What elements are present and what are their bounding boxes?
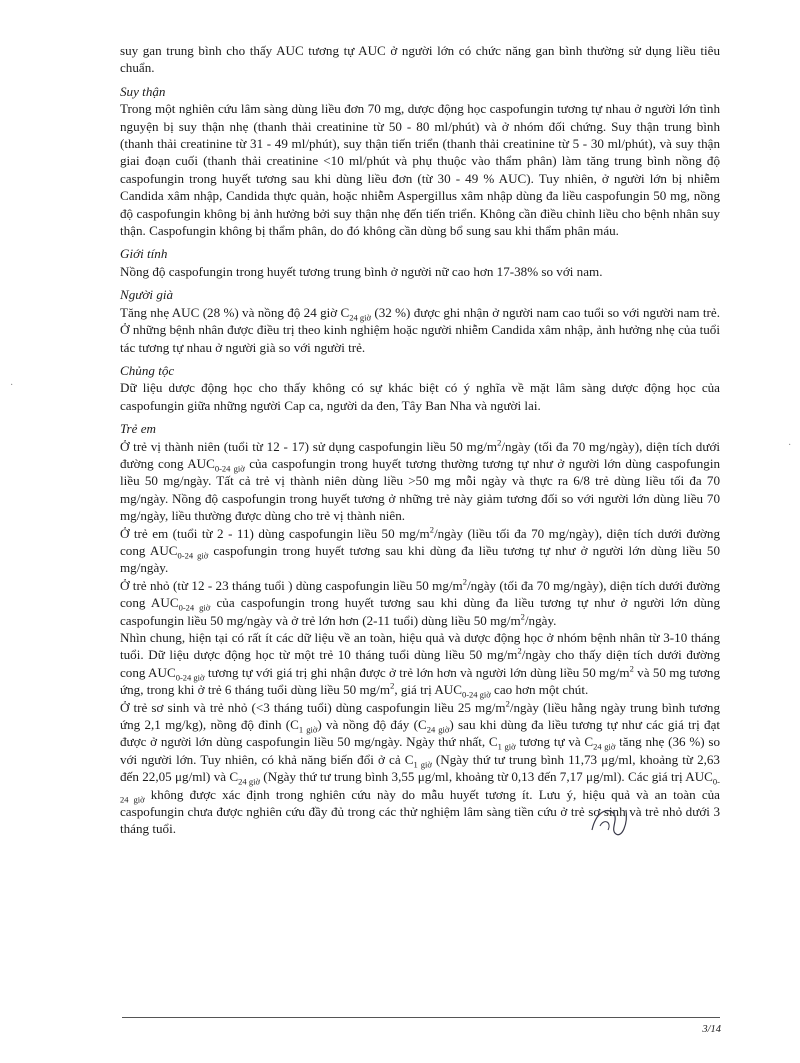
scan-speck: · xyxy=(788,440,792,451)
page-number: 3/14 xyxy=(702,1024,721,1035)
section-heading-renal: Suy thận xyxy=(120,83,166,99)
section-heading-elderly: Người già xyxy=(120,287,174,303)
scan-speck: · xyxy=(10,380,14,391)
footer-rule xyxy=(122,1017,720,1018)
pediatric-children-paragraph: Ở trẻ em (tuổi từ 2 - 11) dùng caspofungin liều 50 $mg/m^2$/ngày (liều tối đa 70 mg/ngày), diện tích dưới đường cong $AUC_{0-24 giờ}$ caspofungin trong huyết tương sau khi dùng đa liều tương tự như ở người lớn dùng liều 50 mg/ngày. xyxy=(120,524,721,576)
pediatric-toddler-paragraph: Ở trẻ nhỏ (từ 12 - 23 tháng tuổi ) dùng caspofungin liều 50 $mg/m^2$/ngày (tối đa 70 mg/ngày), diện tích dưới đường cong $AUC_{0-24 giờ}$ của caspofungin trong huyết tương sau khi dùng đa liều tương tự như ở người lớn dùng caspofungin liều 50 mg/ngày và ở trẻ lớn hơn (2-11 tuổi) dùng liều 50 $mg/m^2$/ngày. xyxy=(120,576,720,628)
renal-paragraph: Trong một nghiên cứu lâm sàng dùng liều đơn 70 mg, dược động học caspofungin tương tự nhau ở người lớn tình nguyện bị suy thận nhẹ (thanh thải creatinine từ 50 - 80 ml/phút) và ở nhóm đối chứng. Suy thận trung bình (thanh thải creatinine từ 31 - 49 ml/phút), suy thận tiến triển (thanh thải creatinine từ 5 - 30 ml/phút), và suy thận giai đoạn cuối (thanh thải creatinine <10 ml/phút và phụ thuộc vào thẩm phân) làm tăng trung bình nồng độ caspofungin trong huyết tương sau khi dùng liều đơn (từ 30 - 49 % AUC). Tuy nhiên, ở người lớn bị nhiễm Candida xâm nhập, Candida thực quản, hoặc nhiễm Aspergillus xâm nhập dùng đa liều caspofungin 50 mg, nồng độ caspofungin không bị ảnh hưởng bởi suy thận nhẹ đến tiến triển. Không cần điều chỉnh liều cho bệnh nhân suy thận. Caspofungin không bị thẩm phân, do đó không cần dùng bổ sung sau khi thẩm phân máu. xyxy=(120,101,720,239)
pediatric-neonate-paragraph: Ở trẻ sơ sinh và trẻ nhỏ (<3 tháng tuổi) dùng caspofungin liều 25 $mg/m^2$/ngày (liều hằng ngày trung bình tương ứng 2,1 mg/kg), nồng độ đỉnh $(C_{1 giờ})$ và nồng độ đáy $(C_{24 giờ})$ sau khi dùng đa liều tương tự như các giá trị đạt được ở người lớn dùng caspofungin liều 50 mg/ngày. Ngày thứ nhất, $C_{1 giờ}$ tương tự và $C_{24 giờ}$ tăng nhẹ (36 %) so với người lớn. Tuy nhiên, có khả năng biến đổi ở cả $C_{1 giờ}$ (Ngày thứ tư trung bình 11,73 μg/ml, khoảng từ 2,63 đến 22,05 μg/ml) và $C_{24 giờ}$ (Ngày thứ tư trung bình 3,55 μg/ml, khoảng từ 0,13 đến 7,17 μg/ml). Các giá trị $AUC_{0-24 giờ}$ không được xác định trong nghiên cứu này do mẫu huyết tương ít. Lưu ý, hiệu quả và an toàn của caspofungin chưa được nghiên cứu đầy đủ trong các thử nghiệm lâm sàng tiền cứu ở trẻ sơ sinh và trẻ nhỏ dưới 3 tháng tuổi. xyxy=(120,698,721,837)
elderly-paragraph: Tăng nhẹ AUC (28 %) và nồng độ 24 giờ $C_{24 giờ}$ (32 %) được ghi nhận ở người nam cao tuổi so với người nam trẻ. Ở những bệnh nhân được điều trị theo kinh nghiệm hoặc người nhiễm Candida xâm nhập, ảnh hưởng nhẹ của tuổi tác tương tự nhau ở người già so với người trẻ. xyxy=(120,304,720,355)
section-heading-pediatric: Trẻ em xyxy=(120,421,157,437)
pediatric-adolescent-paragraph: Ở trẻ vị thành niên (tuổi từ 12 - 17) sử dụng caspofungin liều 50 $mg/m^2$/ngày (tối đa 70 mg/ngày), diện tích dưới đường cong $AUC_{0-24 giờ}$ của caspofungin trong huyết tương thường tương tự như ở người lớn dùng caspofungin liều 50 mg/ngày. Tất cả trẻ vị thành niên dùng liều >50 mg mỗi ngày và thực ra 6/8 trẻ dùng liều tối đa 70 mg/ngày. Nồng độ caspofungin trong huyết tương ở những trẻ này giảm tương đối so với người lớn dùng liều 70 mg/ngày, liều thường được dùng cho trẻ vị thành niên. xyxy=(120,437,721,524)
section-heading-ethnicity: Chủng tộc xyxy=(120,362,175,378)
gender-paragraph: Nồng độ caspofungin trong huyết tương trung bình ở người nữ cao hơn 17-38% so với nam. xyxy=(120,263,603,279)
pen-annotation-scribble xyxy=(586,800,632,842)
pediatric-infant-paragraph: Nhìn chung, hiện tại có rất ít các dữ liệu về an toàn, hiệu quả và dược động học ở nhóm bệnh nhân từ 3-10 tháng tuổi. Dữ liệu dược động học từ một trẻ 10 tháng tuổi dùng liều 50 $mg/m^2$/ngày cho thấy diện tích dưới đường cong $AUC_{0-24 giờ}$ tương tự với giá trị ghi nhận được ở trẻ lớn hơn và người lớn dùng liều 50 $mg/m^2$ và 50 mg tương ứng, trong khi ở trẻ 6 tháng tuổi dùng liều 50 $mg/m^2$, giá trị $AUC_{0-24 giờ}$ cao hơn một chút. xyxy=(120,630,721,700)
section-heading-gender: Giới tính xyxy=(120,246,168,262)
ethnicity-paragraph: Dữ liệu dược động học cho thấy không có sự khác biệt có ý nghĩa về mặt lâm sàng dược động học của caspofungin giữa những người Cap ca, người da đen, Tây Ban Nha và người lai. xyxy=(120,380,720,413)
document-page xyxy=(120,42,720,838)
intro-paragraph: suy gan trung bình cho thấy AUC tương tự AUC ở người lớn có chức năng gan bình thường sử dụng liều tiêu chuẩn. xyxy=(120,43,720,76)
